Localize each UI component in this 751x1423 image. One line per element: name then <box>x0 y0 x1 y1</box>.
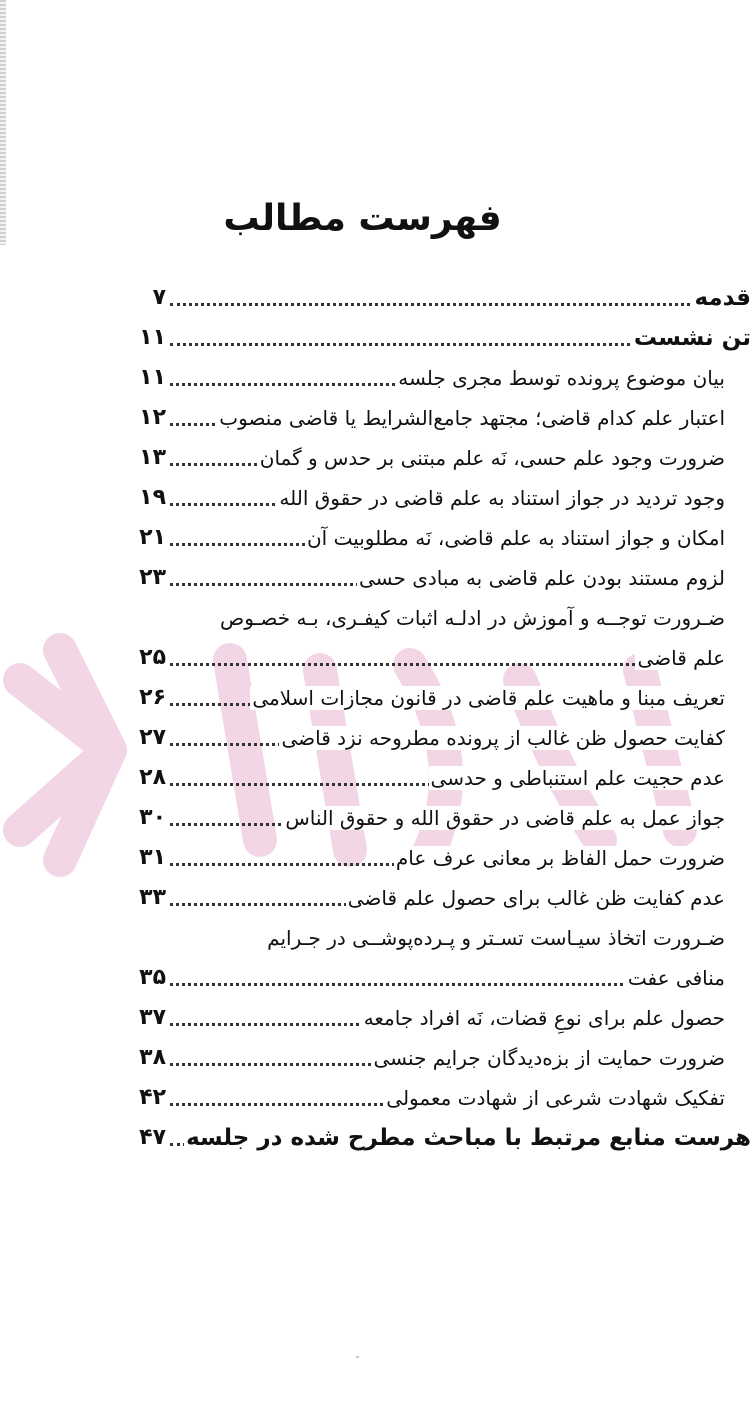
toc-entry[interactable] <box>108 798 725 838</box>
toc-entry[interactable] <box>108 998 725 1038</box>
table-of-contents <box>108 278 751 1158</box>
toc-entry-title: هرست منابع مرتبط با مباحث مطرح شده در جلسه <box>186 1125 751 1151</box>
dot-leader <box>170 303 751 306</box>
toc-entry[interactable] <box>108 1118 751 1158</box>
toc-entry[interactable] <box>108 958 725 998</box>
toc-entry[interactable] <box>108 878 725 918</box>
toc-page-number: ۲۵ <box>139 645 166 670</box>
toc-entry[interactable] <box>108 758 725 798</box>
toc-entry-title: امکان و جواز استناد به علم قاضی، نَه مطلوبیت آن <box>306 526 725 550</box>
toc-page-number: ۷ <box>152 285 166 310</box>
toc-entry[interactable] <box>108 438 725 478</box>
toc-entry[interactable] <box>108 638 725 678</box>
toc-entry-title: بیان موضوع پرونده توسط مجری جلسه <box>398 366 725 390</box>
toc-entry-title: ضـرورت توجــه و آموزش در ادلـه اثبات کیفـری، بـه خصـوص <box>220 606 725 630</box>
toc-entry-title: تفکیک شهادت شرعی از شهادت معمولی <box>386 1086 725 1110</box>
toc-entry-title: کفایت حصول ظن غالب از پرونده مطروحه نزد قاضی <box>281 726 725 750</box>
page-title: فهرست مطالب <box>223 198 502 239</box>
toc-entry[interactable] <box>108 838 725 878</box>
toc-entry-title: ضرورت حمایت از بزه‌دیدگان جرایم جنسی <box>373 1046 725 1070</box>
toc-page-number: ۱۱ <box>139 365 166 390</box>
toc-entry-title: تن نشست <box>633 325 751 351</box>
toc-page-number: ۳۵ <box>139 965 166 990</box>
toc-page-number: ۱۲ <box>139 405 166 430</box>
toc-entry-title: قدمه <box>694 285 751 311</box>
page-footer-mark: ˇ <box>355 1356 360 1367</box>
toc-entry-title: جواز عمل به علم قاضی در حقوق الله و حقوق الناس <box>285 806 725 830</box>
toc-entry-title: عدم حجیت علم استنباطی و حدسی <box>430 766 725 790</box>
toc-page-number: ۲۳ <box>139 565 166 590</box>
toc-entry-title: منافی عفت <box>627 966 725 990</box>
toc-entry-wrapped-line[interactable] <box>108 598 725 638</box>
toc-entry[interactable] <box>108 518 725 558</box>
toc-entry-title: تعریف مبنا و ماهیت علم قاضی در قانون مجازات اسلامی <box>252 686 725 710</box>
toc-entry[interactable] <box>108 478 725 518</box>
toc-entry[interactable] <box>108 718 725 758</box>
toc-entry[interactable] <box>108 678 725 718</box>
toc-entry[interactable] <box>108 318 751 358</box>
toc-entry[interactable] <box>108 398 725 438</box>
toc-page-number: ۱۳ <box>139 445 166 470</box>
toc-page-number: ۳۸ <box>139 1045 166 1070</box>
toc-page-number: ۱۱ <box>139 325 166 350</box>
toc-page-number: ۳۳ <box>139 885 166 910</box>
toc-entry-title: ضرورت حمل الفاظ بر معانی عرف عام <box>395 846 725 870</box>
toc-page-number: ۳۱ <box>139 845 166 870</box>
toc-entry-title: ضرورت وجود علم حسی، نَه علم مبتنی بر حدس و گمان <box>259 446 725 470</box>
toc-page-number: ۲۸ <box>139 765 166 790</box>
toc-page-number: ۳۷ <box>139 1005 166 1030</box>
toc-entry[interactable] <box>108 278 751 318</box>
toc-entry[interactable] <box>108 1078 725 1118</box>
toc-entry-title: حصول علم برای نوعِ قضات، نَه افراد جامعه <box>363 1006 725 1030</box>
toc-entry-wrapped-line[interactable] <box>108 918 725 958</box>
toc-entry-title: عدم کفایت ظن غالب برای حصول علم قاضی <box>347 886 725 910</box>
toc-entry-title: ضـرورت اتخاذ سیـاست تسـتر و پـرده‌پوشــی در جـرایم <box>267 926 725 950</box>
toc-page-number: ۴۲ <box>139 1085 166 1110</box>
toc-page-number: ۱۹ <box>139 485 166 510</box>
toc-entry-title: لزوم مستند بودن علم قاضی به مبادی حسی <box>358 566 725 590</box>
toc-page-number: ۴۷ <box>139 1125 166 1150</box>
toc-page-number: ۳۰ <box>139 805 166 830</box>
toc-entry-title: علم قاضی <box>637 646 725 670</box>
toc-entry[interactable] <box>108 558 725 598</box>
toc-entry-title: وجود تردید در جواز استناد به علم قاضی در حقوق الله <box>279 486 725 510</box>
toc-entry[interactable] <box>108 1038 725 1078</box>
toc-page-number: ۲۷ <box>139 725 166 750</box>
toc-page-number: ۲۶ <box>139 685 166 710</box>
toc-entry-title: اعتبار علم کدام قاضی؛ مجتهد جامع‌الشرایط یا قاضی منصوب <box>219 406 725 430</box>
toc-page-number: ۲۱ <box>139 525 166 550</box>
toc-entry[interactable] <box>108 358 725 398</box>
